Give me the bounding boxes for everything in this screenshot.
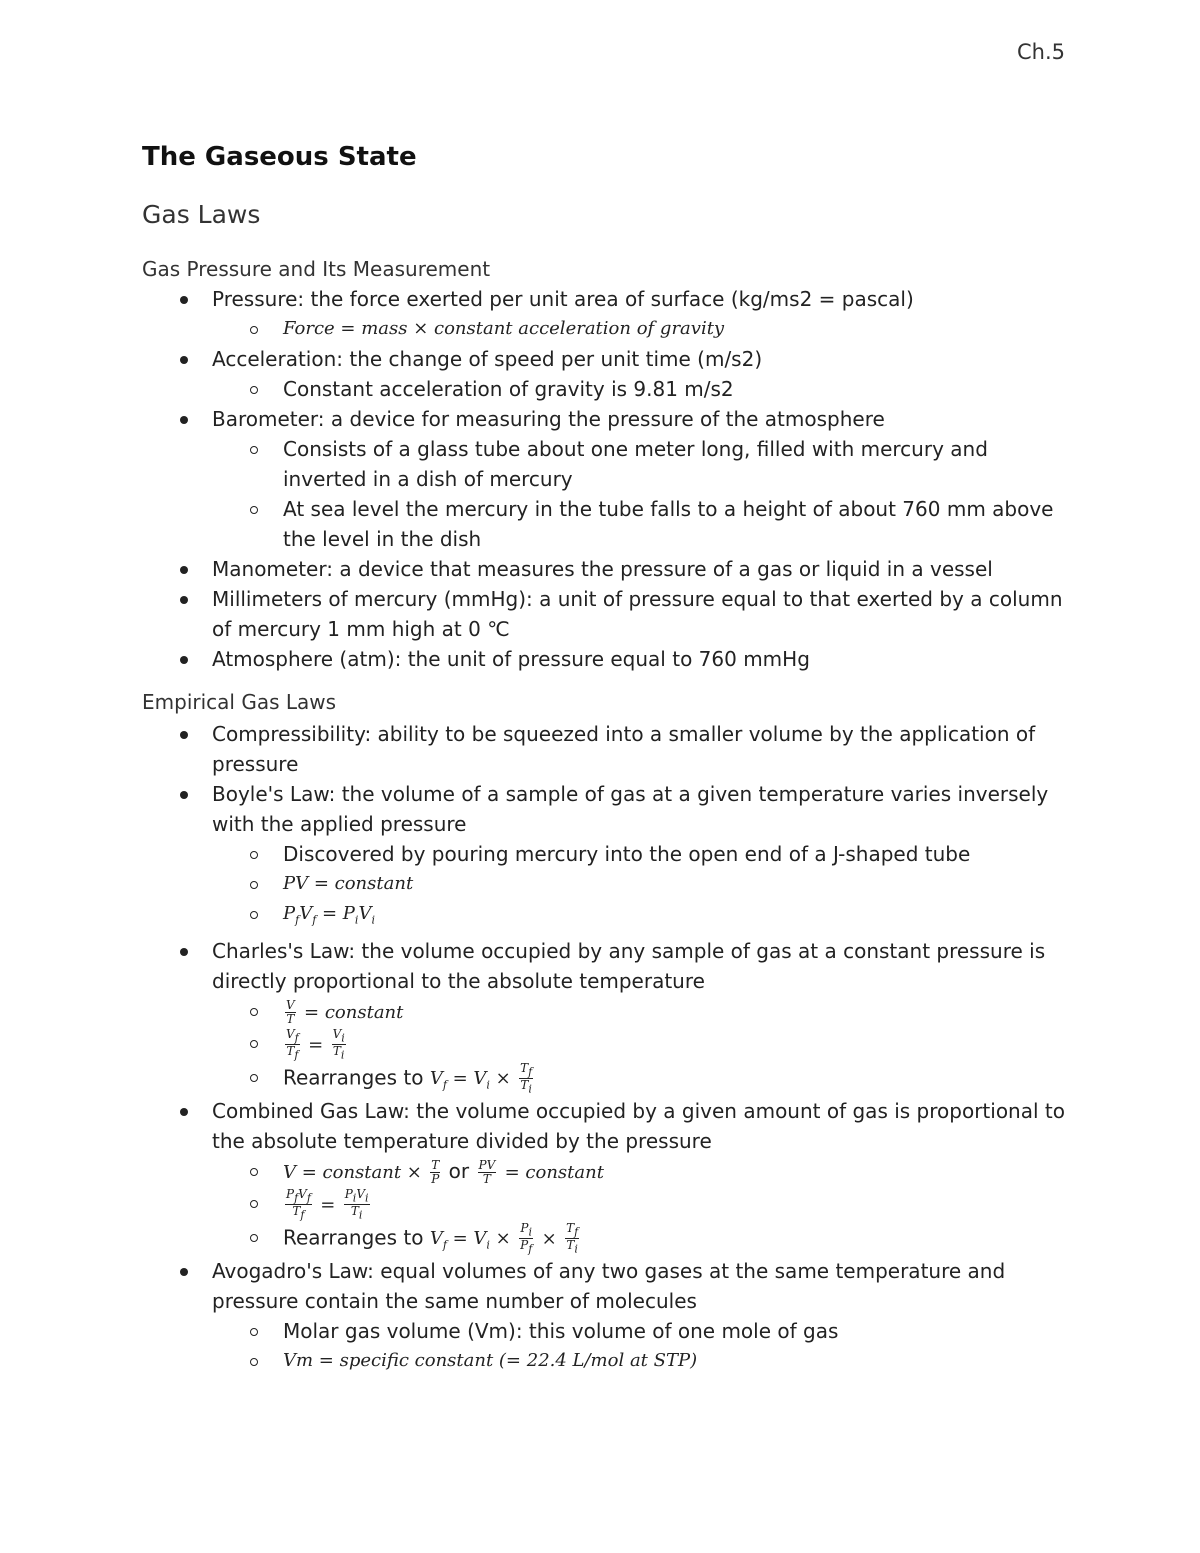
formula-item: Rearranges to $V_f = V_i$ × $\frac{P_i}{P_f}$ × $\frac{T_f}{T_i}$ xyxy=(142,1222,1072,1256)
formula-item: Force = mass × constant acceleration of gravity xyxy=(142,314,1072,344)
subsection-title-pressure: Gas Pressure and Its Measurement xyxy=(142,257,491,281)
formula-item: $\frac{V}{T}$ = constant xyxy=(142,996,1072,1028)
empirical-list xyxy=(142,719,1072,1376)
list-item: Charles's Law: the volume occupied by any sample of gas at a constant pressure is directly proportional to the absolute temperature xyxy=(142,936,1072,996)
list-item: Discovered by pouring mercury into the open end of a J-shaped tube xyxy=(142,839,1072,869)
fraction: $\frac{T}{P}$ xyxy=(431,1157,440,1186)
fraction: $P_fV_f$ $T_f$ xyxy=(286,1186,311,1222)
fraction: $\frac{T_f}{T_i}$ xyxy=(566,1220,579,1256)
formula-item: V = constant × $\frac{T}{P}$ or $\frac{PV}{T}$ = constant xyxy=(142,1156,1072,1188)
list-item: Acceleration: the change of speed per unit time (m/s2) xyxy=(142,344,1072,374)
fraction: $\frac{V_f}{T_f}$ xyxy=(286,1026,299,1062)
list-item: Consists of a glass tube about one meter long, filled with mercury and inverted in a dish of mercury xyxy=(142,434,1072,494)
formula-item: Vm = specific constant (= 22.4 L/mol at STP) xyxy=(142,1346,1072,1376)
fraction: $P_iV_i$ $T_i$ xyxy=(344,1186,369,1222)
list-item: Avogadro's Law: equal volumes of any two gases at the same temperature and pressure contain the same number of molecules xyxy=(142,1256,1072,1316)
list-item: At sea level the mercury in the tube falls to a height of about 760 mm above the level in the dish xyxy=(142,494,1072,554)
fraction: $\frac{V}{T}$ xyxy=(286,997,295,1026)
list-item: Combined Gas Law: the volume occupied by a given amount of gas is proportional to the absolute temperature divided by the pressure xyxy=(142,1096,1072,1156)
list-item: Constant acceleration of gravity is 9.81 m/s2 xyxy=(142,374,1072,404)
list-item: Pressure: the force exerted per unit area of surface (kg/ms2 = pascal) xyxy=(142,284,1072,314)
chapter-header: Ch.5 xyxy=(1017,40,1066,64)
section-heading: Gas Laws xyxy=(142,200,261,229)
fraction: $\frac{T_f}{T_i}$ xyxy=(520,1060,533,1096)
list-item: Compressibility: ability to be squeezed into a smaller volume by the application of pressure xyxy=(142,719,1072,779)
pressure-list xyxy=(142,284,1072,674)
formula-item: $P_fV_f = P_iV_i$ xyxy=(142,899,1072,936)
fraction: $\frac{PV}{T}$ xyxy=(478,1157,496,1186)
list-item: Boyle's Law: the volume of a sample of gas at a given temperature varies inversely with the applied pressure xyxy=(142,779,1072,839)
fraction: $\frac{P_i}{P_f}$ xyxy=(520,1220,533,1256)
list-item: Millimeters of mercury (mmHg): a unit of pressure equal to that exerted by a column of mercury 1 mm high at 0 ℃ xyxy=(142,584,1072,644)
list-item: Barometer: a device for measuring the pressure of the atmosphere xyxy=(142,404,1072,434)
fraction: $\frac{V_i}{T_i}$ xyxy=(332,1026,345,1062)
subsection-title-empirical: Empirical Gas Laws xyxy=(142,690,337,714)
list-item: Manometer: a device that measures the pressure of a gas or liquid in a vessel xyxy=(142,554,1072,584)
formula-item: $\frac{V_f}{T_f}$ = $\frac{V_i}{T_i}$ xyxy=(142,1028,1072,1062)
page-title: The Gaseous State xyxy=(142,142,417,172)
formula-item: PV = constant xyxy=(142,869,1072,899)
list-item: Molar gas volume (Vm): this volume of one mole of gas xyxy=(142,1316,1072,1346)
formula-item: $P_fV_f$ $T_f$ = $P_iV_i$ $T_i$ xyxy=(142,1188,1072,1222)
list-item: Atmosphere (atm): the unit of pressure equal to 760 mmHg xyxy=(142,644,1072,674)
formula-item: Rearranges to $V_f = V_i$ × $\frac{T_f}{T_i}$ xyxy=(142,1062,1072,1096)
